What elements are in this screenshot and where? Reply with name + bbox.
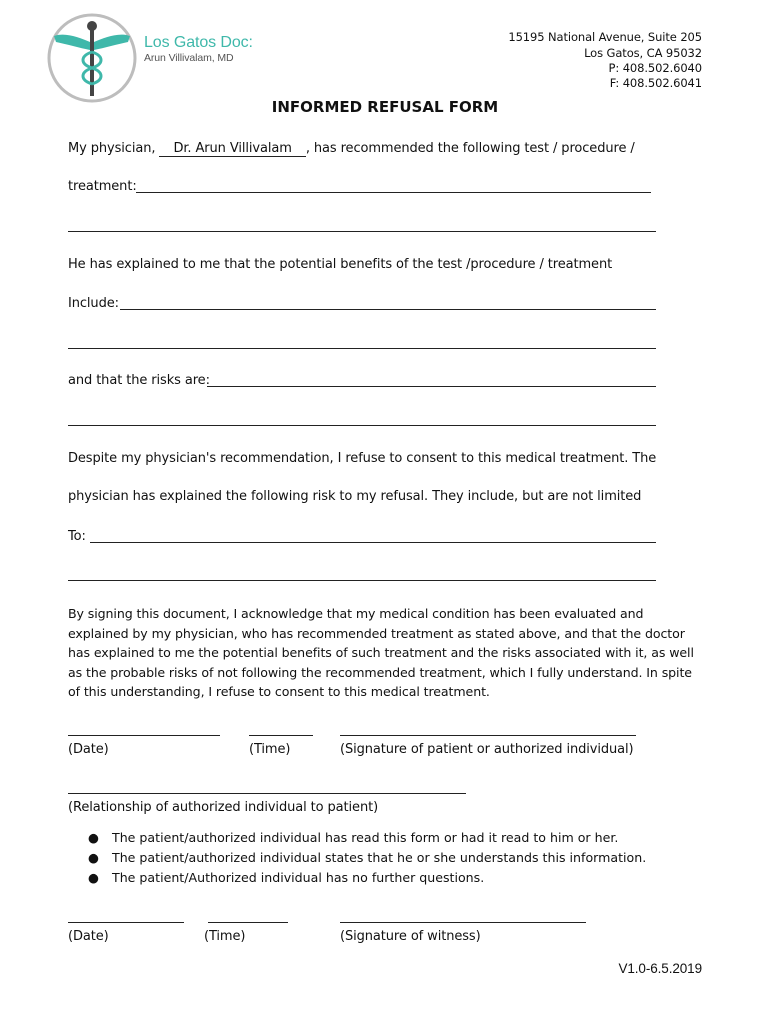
relationship-field[interactable] — [68, 793, 466, 794]
benefits-field-line-2[interactable] — [68, 348, 656, 349]
treatment-field-line-1[interactable] — [136, 192, 651, 193]
address-line-1: 15195 National Avenue, Suite 205 — [508, 30, 702, 44]
bullet-icon: ● — [88, 830, 99, 845]
witness-signature-label: (Signature of witness) — [340, 929, 481, 944]
physician-sentence — [68, 141, 635, 156]
physician-name-field[interactable]: Dr. Arun Villivalam — [159, 141, 305, 157]
phone-number: P: 408.502.6040 — [608, 61, 702, 75]
confirmation-list — [88, 828, 646, 888]
treatment-field-line-2[interactable] — [68, 231, 656, 232]
witness-signature-field[interactable] — [340, 922, 586, 923]
patient-date-field[interactable] — [68, 735, 220, 736]
address-line-2: Los Gatos, CA 95032 — [584, 46, 702, 60]
physician-suffix: , has recommended the following test / procedure / — [305, 141, 635, 156]
refusal-text-line-1: Despite my physician's recommendation, I refuse to consent to this medical treatment. The — [68, 451, 657, 466]
logo-subtitle: Arun Villivalam, MD — [144, 52, 234, 64]
clinic-logo — [46, 12, 138, 104]
patient-time-field[interactable] — [249, 735, 313, 736]
benefits-field-line-1[interactable] — [120, 309, 656, 310]
benefits-text: He has explained to me that the potential benefits of the test /procedure / treatment — [68, 257, 613, 272]
acknowledgement-paragraph: By signing this document, I acknowledge that my medical condition has been evaluated and explained by my physician, who has recommended treatment as stated above, and that the doctor has explained to me the potential benefits of such treatment and the risks associated with it, as well as the probable risks of not following the recommended treatment, which I fully understand. In spite of this understanding, I refuse to consent to this medical treatment. — [68, 606, 694, 699]
refusal-risk-field-line-2[interactable] — [68, 580, 656, 581]
witness-date-label: (Date) — [68, 929, 109, 944]
to-label: To: — [68, 529, 86, 544]
patient-date-label: (Date) — [68, 742, 109, 757]
patient-signature-label: (Signature of patient or authorized individual) — [340, 742, 634, 757]
treatment-label: treatment: — [68, 179, 137, 194]
form-version: V1.0-6.5.2019 — [618, 961, 702, 976]
fax-number: F: 408.502.6041 — [609, 76, 702, 90]
include-label: Include: — [68, 296, 119, 311]
witness-time-field[interactable] — [208, 922, 288, 923]
relationship-label: (Relationship of authorized individual to patient) — [68, 800, 379, 815]
risks-field-line-2[interactable] — [68, 425, 656, 426]
physician-prefix: My physician, — [68, 141, 156, 156]
logo-name: Los Gatos Doc: — [144, 34, 253, 51]
patient-time-label: (Time) — [249, 742, 291, 757]
risks-label: and that the risks are: — [68, 373, 210, 388]
refusal-text-line-2: physician has explained the following risk to my refusal. They include, but are not limited — [68, 489, 642, 504]
refusal-risk-field-line-1[interactable] — [90, 542, 656, 543]
form-title: INFORMED REFUSAL FORM — [271, 98, 499, 116]
list-item: ● The patient/Authorized individual has no further questions. — [88, 868, 646, 888]
bullet-icon: ● — [88, 870, 99, 885]
bullet-icon: ● — [88, 850, 99, 865]
list-item: ● The patient/authorized individual states that he or she understands this information. — [88, 848, 646, 868]
risks-field-line-1[interactable] — [207, 386, 656, 387]
witness-time-label: (Time) — [204, 929, 246, 944]
patient-signature-field[interactable] — [340, 735, 636, 736]
list-item: ● The patient/authorized individual has read this form or had it read to him or her. — [88, 828, 646, 848]
witness-date-field[interactable] — [68, 922, 184, 923]
